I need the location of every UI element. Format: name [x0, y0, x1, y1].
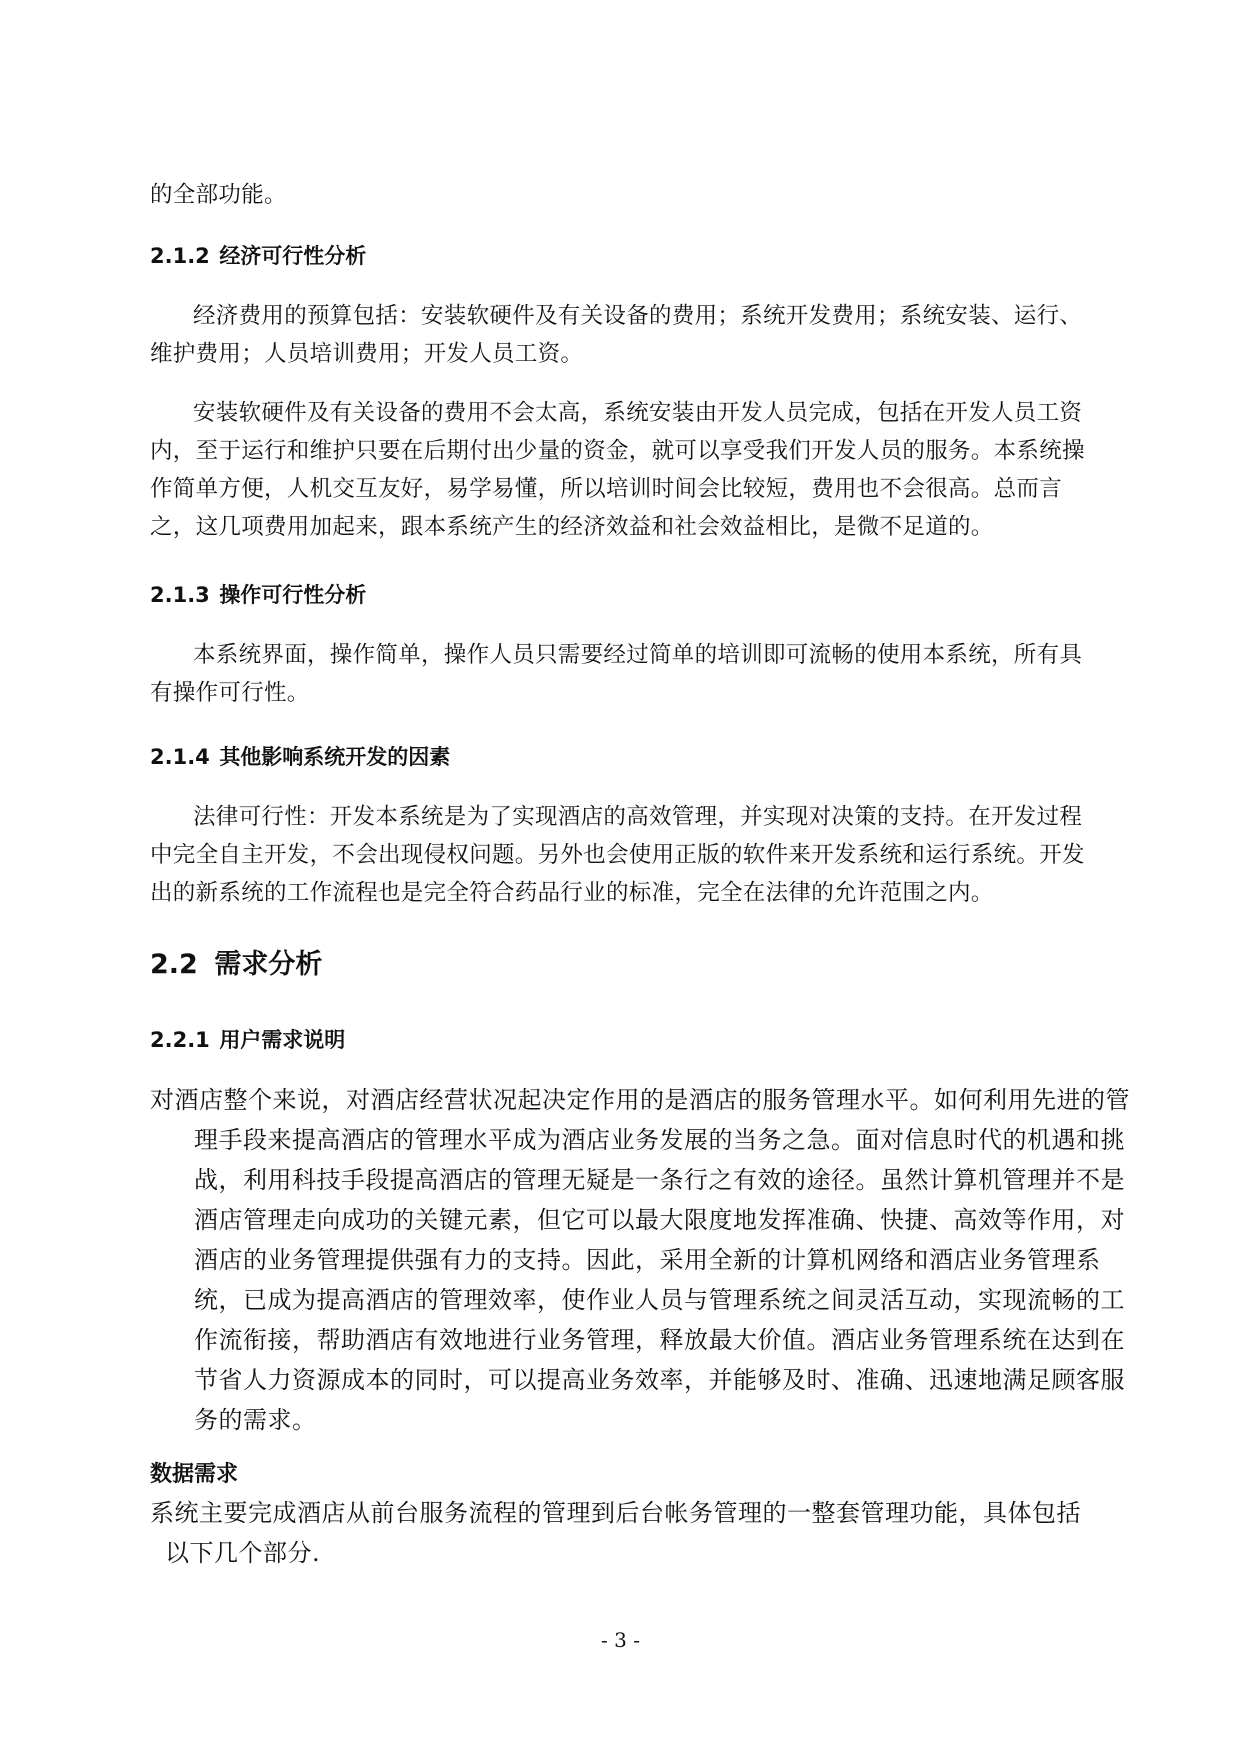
- heading-title: 其他影响系统开发的因素: [219, 745, 451, 769]
- paragraph: 经济费用的预算包括：安装软硬件及有关设备的费用；系统开发费用；系统安装、运行、维护费用；人员培训费用；开发人员工资。: [150, 303, 1083, 367]
- heading-2-2-1: [150, 1025, 1090, 1055]
- paragraph: 法律可行性：开发本系统是为了实现酒店的高效管理，并实现对决策的支持。在开发过程中完全自主开发，不会出现侵权问题。另外也会使用正版的软件来开发系统和运行系统。开发出的新系统的工作流程也是完全符合药品行业的标准，完全在法律的允许范围之内。: [150, 804, 1085, 906]
- subheading-data-needs: 数据需求: [150, 1462, 239, 1487]
- heading-title: 需求分析: [214, 949, 323, 980]
- paragraph: 安装软硬件及有关设备的费用不会太高，系统安装由开发人员完成，包括在开发人员工资内，至于运行和维护只要在后期付出少量的资金，就可以享受我们开发人员的服务。本系统操作简单方便，人机交互友好，易学易懂，所以培训时间会比较短，费用也不会很高。总而言之，这几项费用加起来，跟本系统产生的经济效益和社会效益相比，是微不足道的。: [150, 400, 1085, 540]
- heading-2-1-3: [150, 580, 1090, 610]
- paragraph: 对酒店整个来说，对酒店经营状况起决定作用的是酒店的服务管理水平。如何利用先进的管理手段来提高酒店的管理水平成为酒店业务发展的当务之急。面对信息时代的机遇和挑战，利用科技手段提高酒店的管理无疑是一条行之有效的途径。虽然计算机管理并不是酒店管理走向成功的关键元素，但它可以最大限度地发挥准确、快捷、高效等作用，对酒店的业务管理提供强有力的支持。因此，采用全新的计算机网络和酒店业务管理系统，已成为提高酒店的管理效率，使作业人员与管理系统之间灵活互动，实现流畅的工作流衔接，帮助酒店有效地进行业务管理，释放最大价值。酒店业务管理系统在达到在节省人力资源成本的同时，可以提高业务效率，并能够及时、准确、迅速地满足顾客服务的需求。: [150, 1086, 1130, 1434]
- heading-title: 经济可行性分析: [219, 244, 367, 268]
- heading-2-1-2: [150, 241, 1090, 271]
- intro-line: 的全部功能。: [150, 182, 287, 208]
- heading-number: 2.1.4: [150, 745, 210, 769]
- heading-number: 2.1.3: [150, 583, 210, 607]
- heading-title: 用户需求说明: [219, 1028, 346, 1052]
- paragraph: 系统主要完成酒店从前台服务流程的管理到后台帐务管理的一整套管理功能，具体包括以下几个部分.: [150, 1499, 1081, 1567]
- heading-number: 2.2.1: [150, 1028, 210, 1052]
- heading-number: 2.1.2: [150, 244, 210, 268]
- heading-2-2: [150, 947, 1090, 983]
- page-number: - 3 -: [601, 1628, 640, 1652]
- heading-number: 2.2: [150, 949, 198, 980]
- heading-title: 操作可行性分析: [219, 583, 367, 607]
- heading-2-1-4: [150, 742, 1090, 772]
- paragraph: 本系统界面，操作简单，操作人员只需要经过简单的培训即可流畅的使用本系统，所有具有操作可行性。: [150, 642, 1083, 706]
